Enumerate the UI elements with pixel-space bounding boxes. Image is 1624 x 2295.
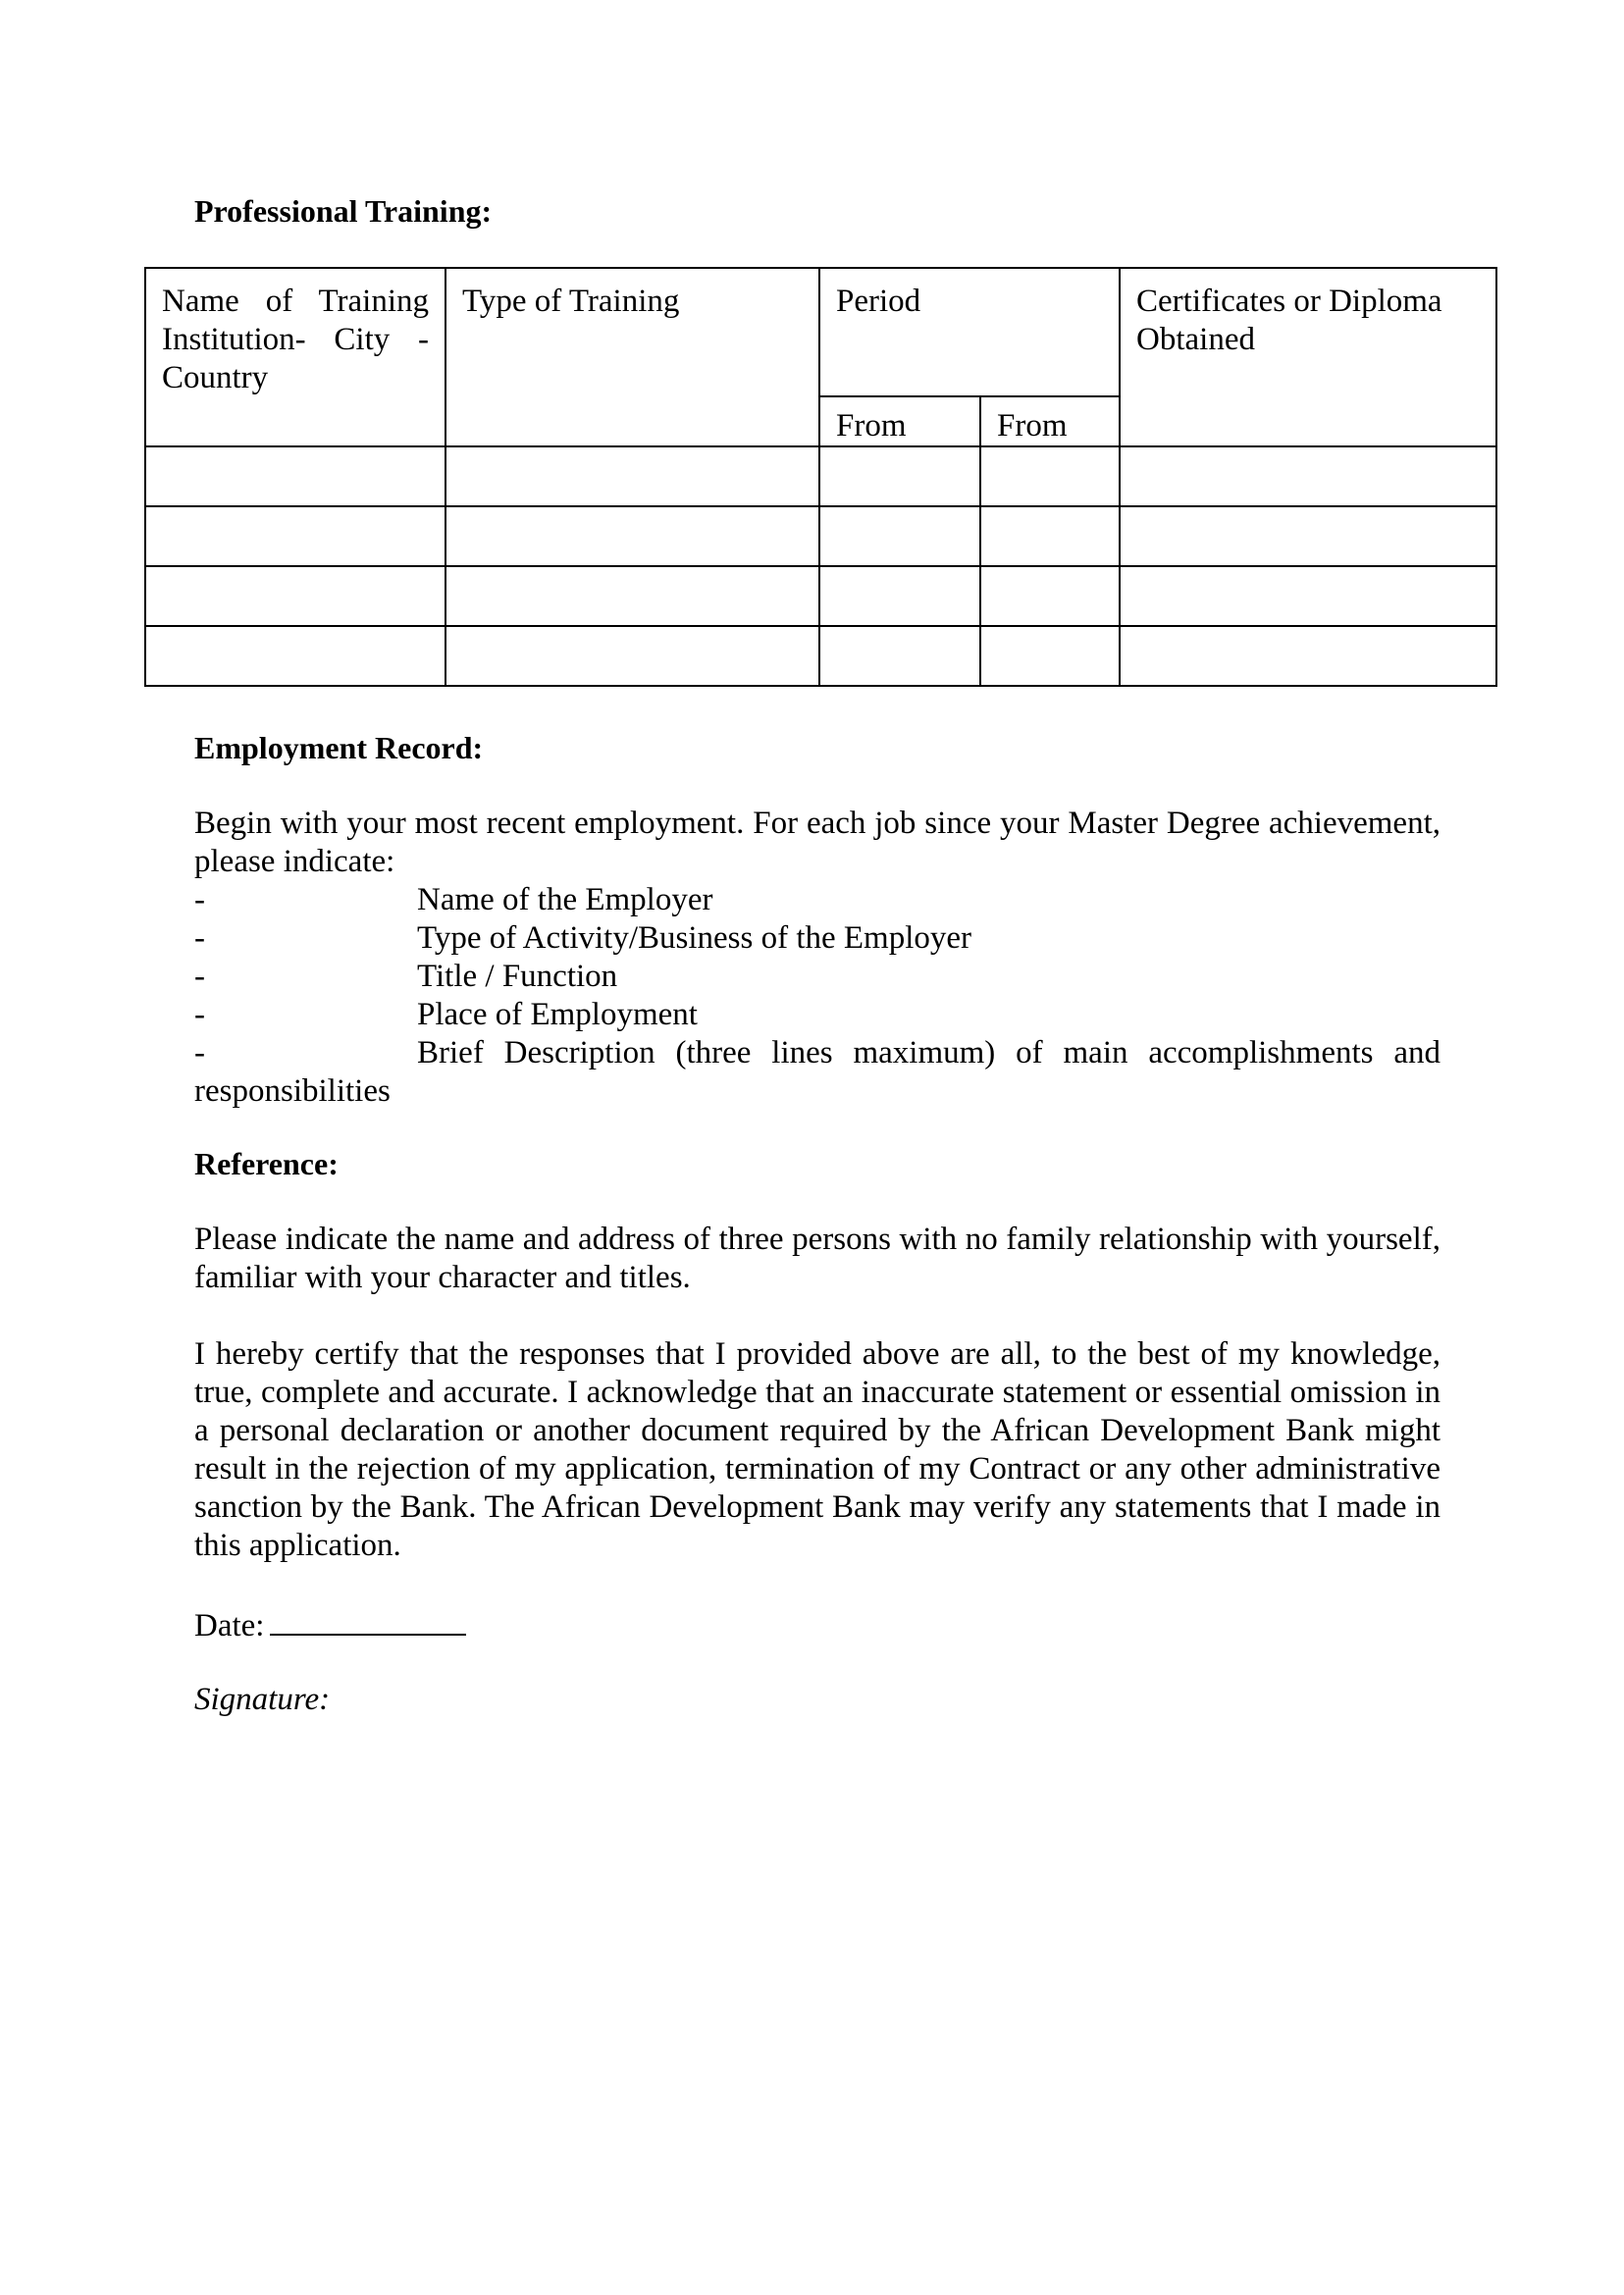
list-bullet: - xyxy=(194,1035,205,1070)
col-header-period-from-1: From xyxy=(819,396,980,446)
list-item-text: Place of Employment xyxy=(417,997,698,1032)
employment-record-heading: Employment Record: xyxy=(194,730,484,765)
col-header-institution: Name of Training Institution- City - Country xyxy=(145,268,445,446)
list-item-text: Title / Function xyxy=(417,959,618,994)
list-bullet: - xyxy=(194,959,205,994)
table-cell-from-2[interactable] xyxy=(980,506,1120,566)
table-cell-from-2[interactable] xyxy=(980,626,1120,686)
professional-training-heading: Professional Training: xyxy=(194,193,493,229)
table-cell-type[interactable] xyxy=(445,566,819,626)
table-cell-from-1[interactable] xyxy=(819,506,980,566)
date-blank[interactable] xyxy=(270,1604,466,1636)
certification-text: I hereby certify that the responses that I provided above are all, to the best of my knowledge, true, complete and accurate. I acknowledge that an inaccurate statement or essential omission in a personal declaration or another document required by the African Development Bank might result in the rejection of my application, termination of my Contract or any other administrative sanction by the Bank. The African Development Bank may verify any statements that I made in this application. xyxy=(194,1336,1441,1563)
table-row xyxy=(145,506,1496,566)
list-item-text: Brief Description (three lines maximum) of main accomplishments and xyxy=(417,1035,1441,1070)
table-cell-certificates[interactable] xyxy=(1120,446,1496,506)
reference-text: Please indicate the name and address of three persons with no family relationship with yourself, familiar with your character and titles. xyxy=(194,1222,1441,1295)
list-item xyxy=(194,1034,1441,1111)
employment-record-intro: Begin with your most recent employment. For each job since your Master Degree achievement, please indicate: xyxy=(194,806,1441,879)
list-bullet: - xyxy=(194,920,205,956)
professional-training-table xyxy=(144,267,1497,687)
signature-label: Signature: xyxy=(194,1682,331,1717)
col-header-type: Type of Training xyxy=(445,268,819,446)
table-cell-type[interactable] xyxy=(445,506,819,566)
table-cell-certificates[interactable] xyxy=(1120,566,1496,626)
table-cell-certificates[interactable] xyxy=(1120,626,1496,686)
table-cell-certificates[interactable] xyxy=(1120,506,1496,566)
table-cell-type[interactable] xyxy=(445,446,819,506)
table-cell-from-1[interactable] xyxy=(819,566,980,626)
list-item-continuation: responsibilities xyxy=(194,1073,391,1109)
col-header-period-from-2: From xyxy=(980,396,1120,446)
list-item-text: Type of Activity/Business of the Employer xyxy=(417,920,972,956)
date-field xyxy=(194,1604,466,1645)
table-cell-from-1[interactable] xyxy=(819,626,980,686)
list-item xyxy=(194,996,1441,1034)
table-cell-from-2[interactable] xyxy=(980,566,1120,626)
list-item xyxy=(194,919,1441,958)
table-cell-institution[interactable] xyxy=(145,626,445,686)
list-item xyxy=(194,881,1441,919)
list-bullet: - xyxy=(194,997,205,1032)
table-cell-institution[interactable] xyxy=(145,566,445,626)
list-item xyxy=(194,958,1441,996)
table-row xyxy=(145,626,1496,686)
table-cell-institution[interactable] xyxy=(145,506,445,566)
col-header-period: Period xyxy=(819,268,1120,396)
date-label: Date: xyxy=(194,1608,265,1643)
list-item-text: Name of the Employer xyxy=(417,882,713,917)
table-cell-from-2[interactable] xyxy=(980,446,1120,506)
table-row xyxy=(145,566,1496,626)
col-header-certificates: Certificates or Diploma Obtained xyxy=(1120,268,1496,446)
table-cell-type[interactable] xyxy=(445,626,819,686)
employment-record-list xyxy=(194,881,1441,1111)
table-cell-institution[interactable] xyxy=(145,446,445,506)
table-cell-from-1[interactable] xyxy=(819,446,980,506)
table-row xyxy=(145,446,1496,506)
reference-heading: Reference: xyxy=(194,1146,339,1181)
list-bullet: - xyxy=(194,882,205,917)
